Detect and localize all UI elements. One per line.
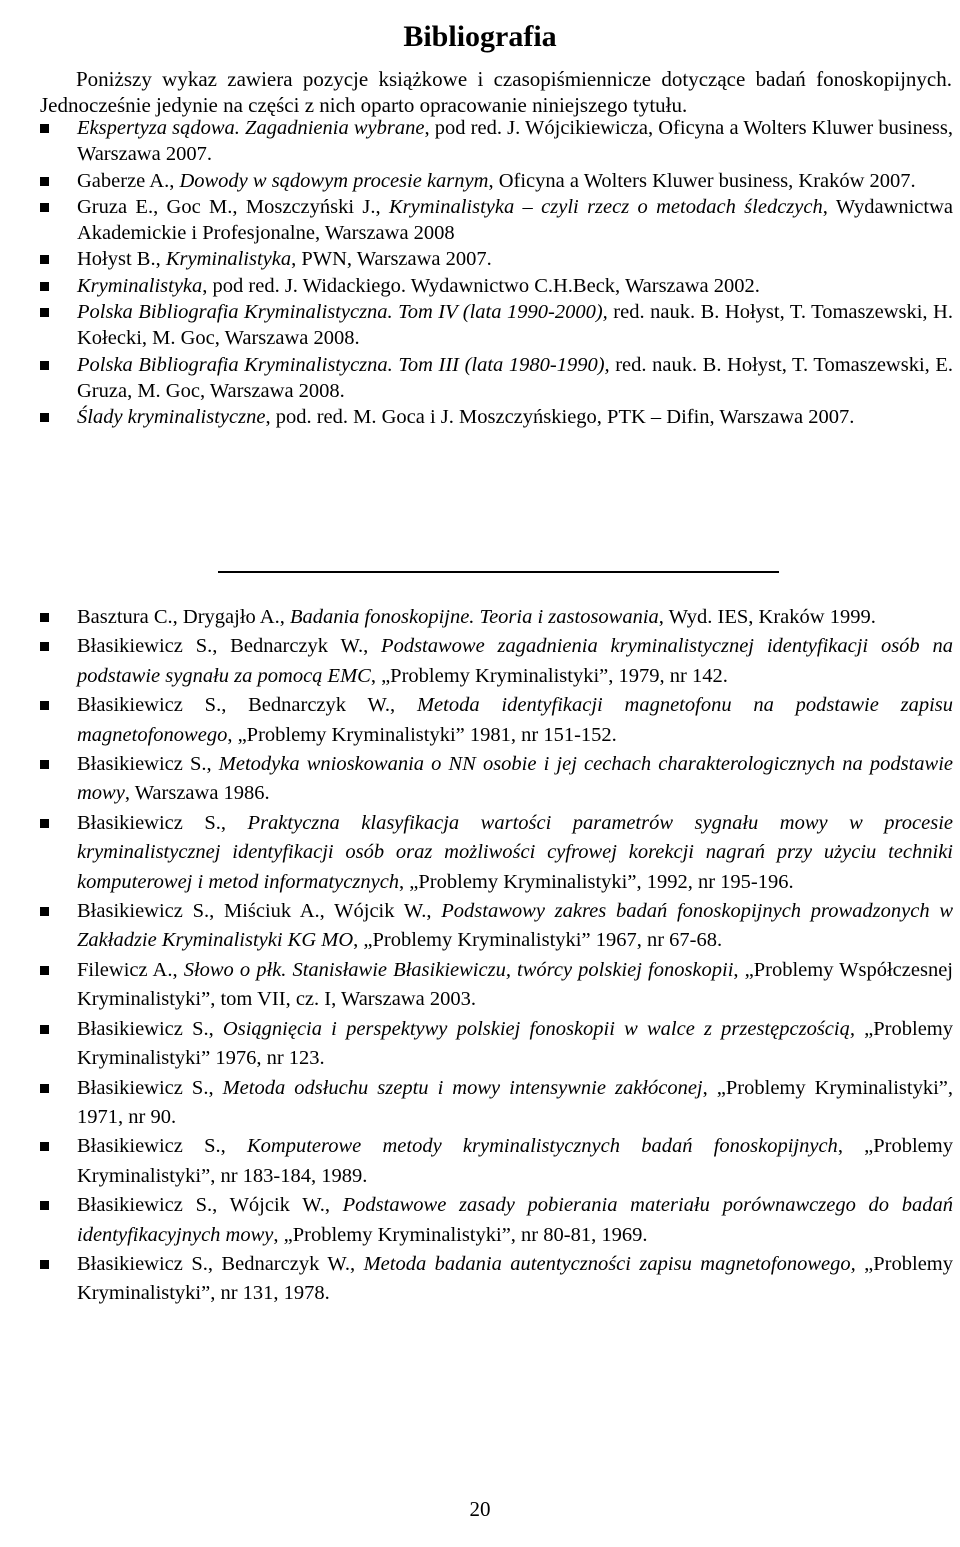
- entry-title-text: Podstawowe zasady pobierania materiału porównawczego do badań identyfikacyjnych mowy: [77, 1194, 953, 1246]
- bibliography-entry: [0, 352, 960, 405]
- bibliography-entry: [0, 194, 960, 247]
- entry-title-text: Słowo o płk. Stanisławie Błasikiewiczu, twórcy polskiej fonoskopii: [183, 958, 734, 981]
- entry-title-text: Polska Bibliografia Kryminalistyczna. Tom III (lata 1980-1990),: [77, 353, 610, 376]
- bibliography-entry: [0, 1074, 960, 1133]
- square-bullet-icon: [40, 124, 49, 133]
- bibliography-entry: [0, 404, 960, 430]
- entry-title-text: Podstawowe zagadnienia kryminalistycznej identyfikacji osób na podstawie sygnału za pomocą EMC: [77, 635, 953, 687]
- square-bullet-icon: [40, 819, 49, 828]
- entry-text: , Wyd. IES, Kraków 1999.: [658, 606, 876, 628]
- square-bullet-icon: [40, 760, 49, 769]
- bibliography-entry: [0, 246, 960, 272]
- square-bullet-icon: [40, 1142, 49, 1151]
- entry-text: red. nauk. B. Hołyst, T. Tomaszewski, H. Kołecki, M. Goc, Warszawa 2008.: [77, 301, 953, 350]
- entry-text: , pod. red. M. Goca i J. Moszczyńskiego, PTK – Difin, Warszawa 2007.: [265, 406, 855, 429]
- bibliography-entry: [0, 809, 960, 897]
- square-bullet-icon: [40, 203, 49, 212]
- entry-text: Gruza E., Goc M., Moszczyński J.,: [77, 195, 389, 218]
- square-bullet-icon: [40, 1025, 49, 1034]
- entry-title-text: Metoda badania autentyczności zapisu magnetofonowego,: [363, 1252, 856, 1275]
- page-title: Bibliografia: [403, 20, 557, 54]
- square-bullet-icon: [40, 282, 49, 291]
- square-bullet-icon: [40, 255, 49, 264]
- entry-text: Hołyst B.,: [77, 248, 166, 271]
- square-bullet-icon: [40, 1260, 49, 1269]
- square-bullet-icon: [40, 1201, 49, 1210]
- bibliography-entry: [0, 603, 960, 632]
- bibliography-entry: [0, 273, 960, 299]
- entry-text: Gaberze A.,: [77, 169, 180, 192]
- square-bullet-icon: [40, 308, 49, 317]
- square-bullet-icon: [40, 613, 49, 622]
- square-bullet-icon: [40, 177, 49, 186]
- entry-title-text: Komputerowe metody kryminalistycznych badań fonoskopijnych: [246, 1135, 838, 1158]
- entry-title-text: Ślady kryminalistyczne: [77, 406, 266, 429]
- entry-title-text: Osiągnięcia i perspektywy polskiej fonoskopii w walce z przestępczością,: [222, 1017, 855, 1040]
- entry-text: Błasikiewicz S., Wójcik W.,: [77, 1194, 343, 1217]
- square-bullet-icon: [40, 907, 49, 916]
- entry-title-text: Metoda odsłuchu szeptu i mowy intensywnie zakłóconej: [222, 1076, 703, 1099]
- square-bullet-icon: [40, 642, 49, 651]
- entry-text: Filewicz A.,: [77, 958, 184, 981]
- entry-text: Błasikiewicz S., Miściuk A., Wójcik W.,: [77, 900, 442, 923]
- bibliography-entry: [0, 1015, 960, 1074]
- entry-text: Błasikiewicz S., Bednarczyk W.,: [77, 635, 382, 658]
- entry-text: „Problemy Kryminalistyki”, nr 131, 1978.: [77, 1252, 953, 1305]
- entry-title-text: Dowody w sądowym procesie karnym: [179, 169, 489, 192]
- entry-text: , „Problemy Kryminalistyki”, 1992, nr 195-196.: [399, 870, 794, 893]
- section-separator: [218, 571, 779, 573]
- entry-text: , „Problemy Kryminalistyki”, 1979, nr 142.: [370, 664, 728, 687]
- entry-text: , „Problemy Kryminalistyki”, nr 183-184, 1989.: [77, 1135, 953, 1187]
- entry-title-text: Kryminalistyka – czyli rzecz o metodach śledczych: [388, 195, 823, 218]
- entry-text: Błasikiewicz S.,: [77, 1135, 247, 1158]
- entry-title-text: Praktyczna klasyfikacja wartości parametrów sygnału mowy w procesie kryminalistycznej identyfikacji osób oraz możliwości cyfrowej korekcji nagrań przy użyciu techniki komputerowej i metod informatycznych: [77, 811, 953, 893]
- square-bullet-icon: [40, 966, 49, 975]
- entry-title-text: Badania fonoskopijne. Teoria i zastosowania: [289, 606, 659, 628]
- bibliography-list-books: [0, 115, 960, 431]
- square-bullet-icon: [40, 1084, 49, 1093]
- entry-text: , Warszawa 1986.: [124, 782, 270, 805]
- square-bullet-icon: [40, 361, 49, 370]
- bibliography-entry: [0, 299, 960, 352]
- entry-title-text: Ekspertyza sądowa. Zagadnienia wybrane: [77, 117, 425, 139]
- entry-text: , „Problemy Kryminalistyki” 1981, nr 151-152.: [227, 723, 617, 746]
- bibliography-entry: [0, 1191, 960, 1250]
- square-bullet-icon: [40, 413, 49, 422]
- entry-text: Błasikiewicz S., Bednarczyk W.,: [77, 1252, 364, 1275]
- bibliography-entry: [0, 750, 960, 809]
- entry-text: Basztura C., Drygajło A.,: [77, 606, 290, 628]
- entry-text: Błasikiewicz S., Bednarczyk W.,: [77, 694, 417, 717]
- entry-text: Błasikiewicz S.,: [77, 753, 219, 776]
- entry-text: , „Problemy Kryminalistyki”, nr 80-81, 1969.: [273, 1223, 648, 1246]
- entry-text: „Problemy Kryminalistyki” 1976, nr 123.: [77, 1017, 953, 1070]
- entry-text: , „Problemy Kryminalistyki” 1967, nr 67-68.: [353, 929, 723, 952]
- entry-title-text: Metodyka wnioskowania o NN osobie i jej cechach charakterologicznych na podstawie mowy: [77, 753, 953, 805]
- entry-text: , Oficyna a Wolters Kluwer business, Kraków 2007.: [488, 169, 916, 192]
- bibliography-entry: [0, 1250, 960, 1309]
- entry-title-text: Kryminalistyka: [165, 248, 292, 271]
- bibliography-entry: [0, 897, 960, 956]
- entry-text: , pod red. J. Widackiego. Wydawnictwo C.H.Beck, Warszawa 2002.: [202, 274, 760, 297]
- square-bullet-icon: [40, 701, 49, 710]
- intro-paragraph: Poniższy wykaz zawiera pozycje książkowe i czasopiśmiennicze dotyczące badań fonoskopijnych. Jednocześnie jedynie na części z nich oparto opracowanie niniejszego tytułu.: [40, 67, 952, 117]
- entry-text: , Wydawnictwa Akademickie i Profesjonalne, Warszawa 2008: [77, 195, 953, 245]
- entry-text: , PWN, Warszawa 2007.: [291, 248, 492, 271]
- entry-text: Błasikiewicz S.,: [77, 811, 248, 834]
- bibliography-entry: [0, 632, 960, 691]
- entry-text: , „Problemy Kryminalistyki”, 1971, nr 90.: [77, 1076, 953, 1128]
- entry-title-text: Polska Bibliografia Kryminalistyczna. Tom IV (lata 1990-2000),: [77, 301, 608, 324]
- bibliography-entry: [0, 115, 960, 168]
- entry-text: Błasikiewicz S.,: [77, 1017, 223, 1040]
- bibliography-entry: [0, 691, 960, 750]
- bibliography-entry: [0, 168, 960, 194]
- page-number: 20: [469, 1497, 491, 1521]
- entry-title-text: Metoda identyfikacji magnetofonu na podstawie zapisu magnetofonowego: [77, 694, 954, 746]
- entry-title-text: Kryminalistyka: [77, 274, 203, 297]
- bibliography-list-articles: [0, 603, 960, 1309]
- entry-title-text: Podstawowy zakres badań fonoskopijnych prowadzonych w Zakładzie Kryminalistyki KG MO: [77, 900, 953, 952]
- entry-text: red. nauk. B. Hołyst, T. Tomaszewski, E. Gruza, M. Goc, Warszawa 2008.: [77, 353, 954, 402]
- entry-text: , „Problemy Współczesnej Kryminalistyki”, tom VII, cz. I, Warszawa 2003.: [77, 958, 954, 1011]
- bibliography-entry: [0, 1132, 960, 1191]
- bibliography-entry: [0, 956, 960, 1015]
- entry-text: Błasikiewicz S.,: [77, 1076, 223, 1099]
- entry-text: , pod red. J. Wójcikiewicza, Oficyna a Wolters Kluwer business, Warszawa 2007.: [77, 117, 953, 166]
